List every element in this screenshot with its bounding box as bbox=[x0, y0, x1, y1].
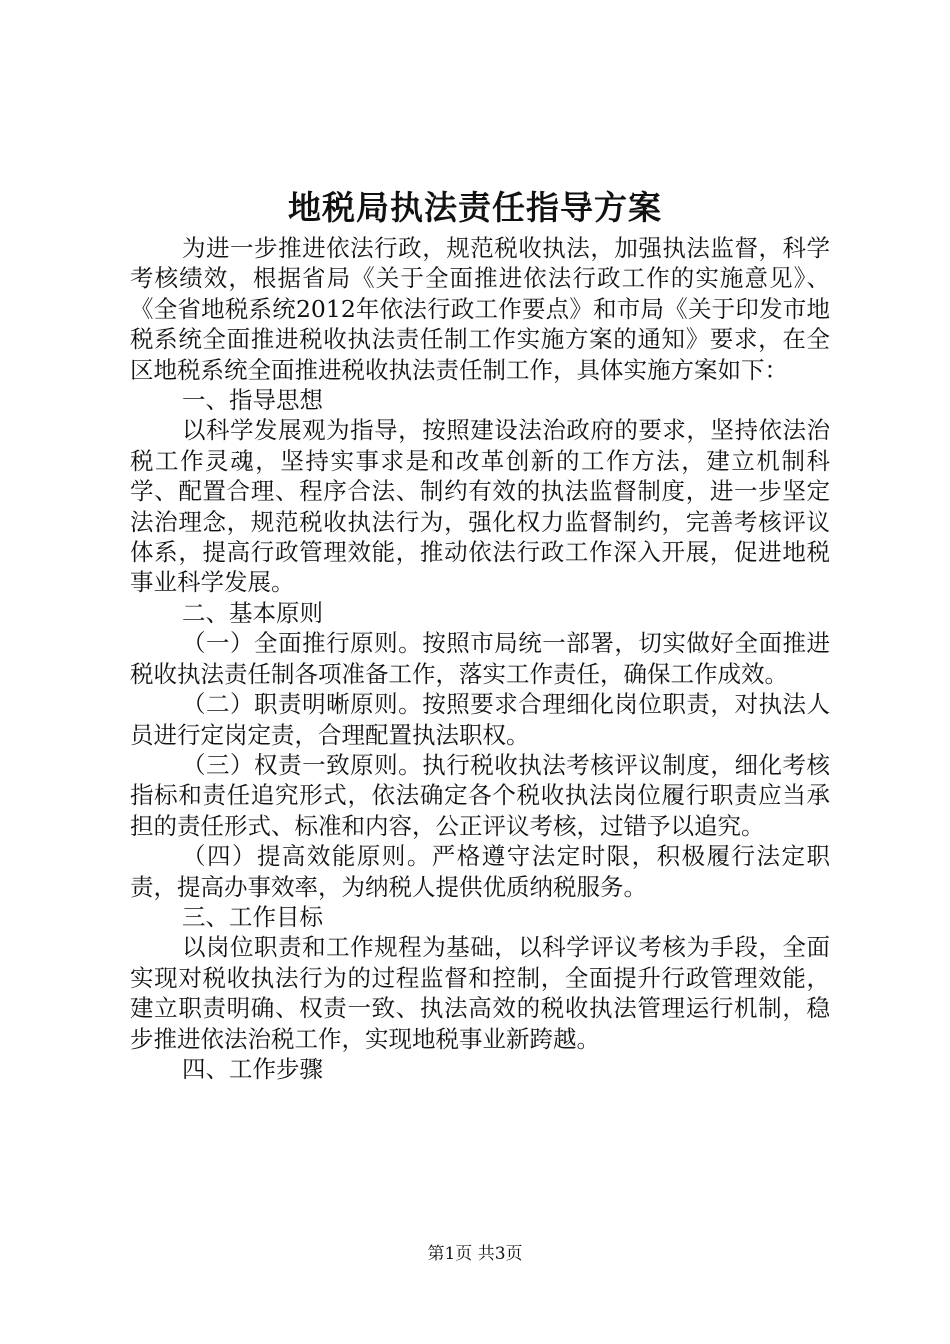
section-heading-guiding-thought: 一、指导思想 bbox=[182, 386, 323, 415]
intro-paragraph: 为进一步推进依法行政，规范税收执法，加强执法监督，科学考核绩效，根据省局《关于全面推进依法行政工作的实施意见》、《全省地税系统2012年依法行政工作要点》和市局《关于印发市地税系统全面推进税收执法责任制工作实施方案的通知》要求，在全区地税系统全面推进税收执法责任制工作，具体实施方案如下： bbox=[130, 234, 830, 384]
section-heading-work-steps: 四、工作步骤 bbox=[182, 1054, 323, 1083]
guiding-thought-paragraph: 以科学发展观为指导，按照建设法治政府的要求，坚持依法治税工作灵魂，坚持实事求是和改革创新的工作方法，建立机制科学、配置合理、程序合法、制约有效的执法监督制度，进一步坚定法治理念，规范税收执法行为，强化权力监督制约，完善考核评议体系，提高行政管理效能，推动依法行政工作深入开展，促进地税事业科学发展。 bbox=[130, 416, 830, 597]
principle-3-paragraph: （三）权责一致原则。执行税收执法考核评议制度，细化考核指标和责任追究形式，依法确定各个税收执法岗位履行职责应当承担的责任形式、标准和内容，公正评议考核，过错予以追究。 bbox=[130, 750, 830, 840]
page-footer: 第1页 共3页 bbox=[427, 1244, 523, 1264]
principle-1-paragraph: （一）全面推行原则。按照市局统一部署，切实做好全面推进税收执法责任制各项准备工作，落实工作责任，确保工作成效。 bbox=[130, 629, 830, 688]
section-heading-basic-principles: 二、基本原则 bbox=[182, 598, 323, 627]
document-title: 地税局执法责任指导方案 bbox=[288, 188, 662, 227]
document-body bbox=[130, 233, 830, 1084]
section-heading-work-goals: 三、工作目标 bbox=[182, 902, 323, 931]
principle-2-paragraph: （二）职责明晰原则。按照要求合理细化岗位职责，对执法人员进行定岗定责，合理配置执法职权。 bbox=[130, 690, 830, 749]
work-goals-paragraph: 以岗位职责和工作规程为基础，以科学评议考核为手段，全面实现对税收执法行为的过程监督和控制，全面提升行政管理效能，建立职责明确、权责一致、执法高效的税收执法管理运行机制，稳步推进依法治税工作，实现地税事业新跨越。 bbox=[130, 933, 830, 1053]
principle-4-paragraph: （四）提高效能原则。严格遵守法定时限，积极履行法定职责，提高办事效率，为纳税人提供优质纳税服务。 bbox=[130, 842, 830, 901]
